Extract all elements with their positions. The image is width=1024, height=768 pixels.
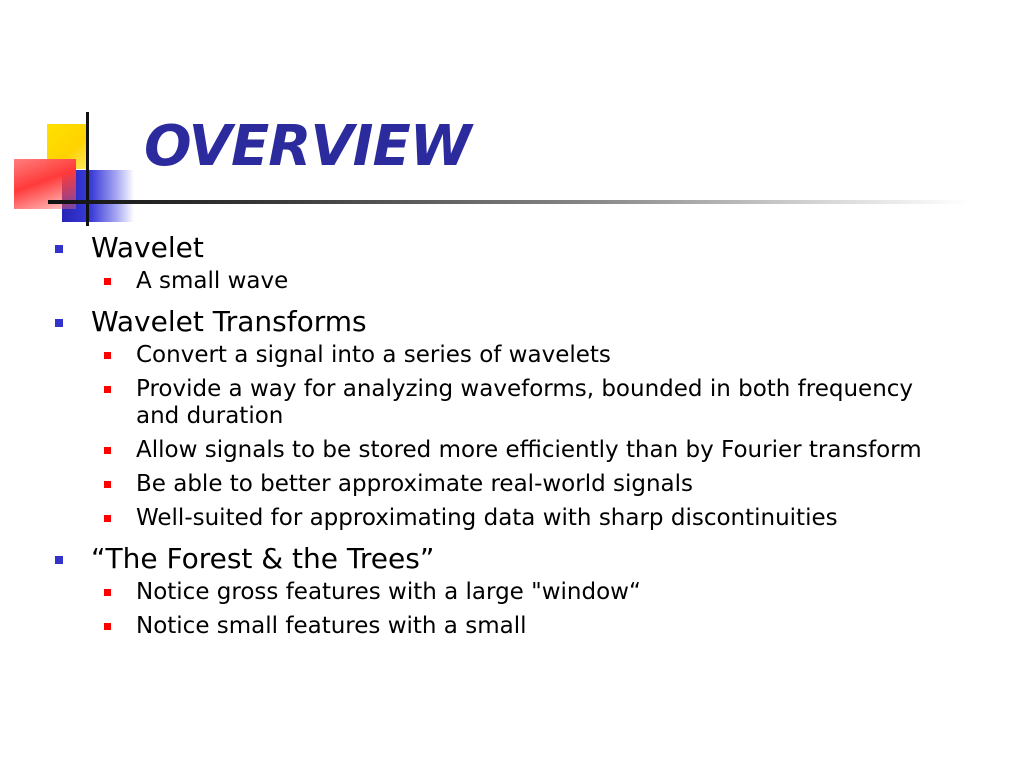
red-square-bullet-icon (104, 352, 111, 359)
bullet-list (0, 228, 1024, 647)
bullet-level2 (136, 376, 936, 430)
bullet-level2 (136, 471, 936, 498)
bullet-level2 (136, 437, 936, 464)
bullet-level2 (136, 268, 936, 295)
bullet-level1 (91, 539, 1024, 579)
blue-square-bullet-icon (55, 556, 63, 564)
bullet-level2-text: Be able to better approximate real-world signals (136, 471, 694, 497)
bullet-level1 (91, 228, 1024, 268)
red-square-bullet-icon (104, 447, 111, 454)
bullet-level2 (136, 579, 936, 606)
bullet-level2-text: Notice gross features with a large "window“ (136, 579, 641, 605)
bullet-level2 (136, 505, 936, 532)
bullet-level2 (136, 342, 936, 369)
red-square-bullet-icon (104, 481, 111, 488)
slide-title: OVERVIEW (144, 114, 471, 179)
red-square-bullet-icon (104, 623, 111, 630)
red-square-bullet-icon (104, 589, 111, 596)
bullet-level2-text: Provide a way for analyzing waveforms, bounded in both frequency and duration (136, 376, 914, 429)
bullet-level2 (136, 613, 936, 640)
bullet-level2-text: Well-suited for approximating data with sharp discontinuities (136, 505, 838, 531)
bullet-level1-text: “The Forest & the Trees” (91, 542, 435, 575)
red-square-bullet-icon (104, 515, 111, 522)
red-square-bullet-icon (104, 278, 111, 285)
blue-square-bullet-icon (55, 245, 63, 253)
red-square-bullet-icon (104, 386, 111, 393)
bullet-level2-text: Convert a signal into a series of wavelets (136, 342, 611, 368)
logo-vertical-line (86, 112, 89, 226)
bullet-level2-text: Allow signals to be stored more efficiently than by Fourier transform (136, 437, 922, 463)
blue-square-bullet-icon (55, 319, 63, 327)
bullet-level1 (91, 302, 1024, 342)
bullet-level1-text: Wavelet (91, 231, 204, 264)
bullet-level2-text: Notice small features with a small (136, 613, 527, 639)
bullet-level2-text: A small wave (136, 268, 289, 294)
bullet-level1-text: Wavelet Transforms (91, 305, 367, 338)
title-underline (48, 200, 968, 204)
